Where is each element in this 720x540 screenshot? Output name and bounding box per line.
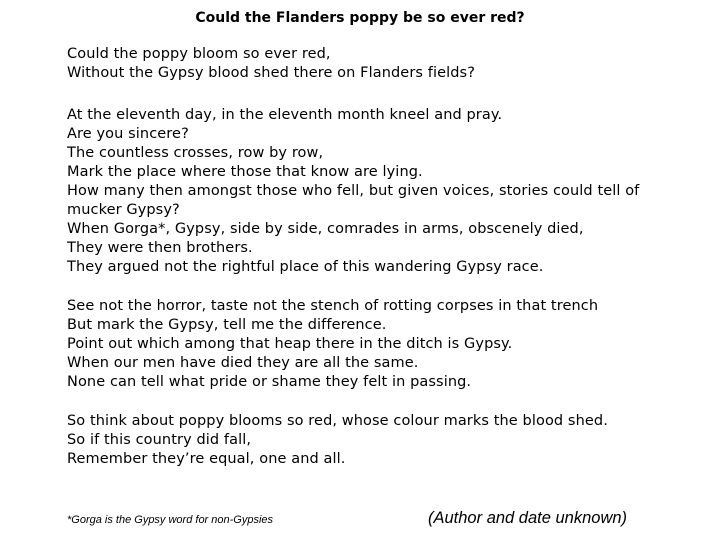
poem-title: Could the Flanders poppy be so ever red? bbox=[195, 10, 525, 26]
poem-line: They argued not the rightful place of this wandering Gypsy race. bbox=[67, 259, 544, 275]
stanza-4 bbox=[67, 412, 667, 469]
poem-line: When Gorga*, Gypsy, side by side, comrades in arms, obscenely died, bbox=[67, 221, 584, 237]
poem-line: The countless crosses, row by row, bbox=[67, 145, 324, 161]
poem-line: Remember they’re equal, one and all. bbox=[67, 451, 346, 467]
poem-line: When our men have died they are all the same. bbox=[67, 355, 419, 371]
attribution: (Author and date unknown) bbox=[428, 509, 628, 527]
stanza-3 bbox=[67, 297, 667, 392]
poem-line: So think about poppy blooms so red, whose colour marks the blood shed. bbox=[67, 413, 608, 429]
poem-line: mucker Gypsy? bbox=[67, 202, 180, 218]
poem-line: But mark the Gypsy, tell me the difference. bbox=[67, 317, 387, 333]
poem-line: Could the poppy bloom so ever red, bbox=[67, 46, 331, 62]
poem-line: At the eleventh day, in the eleventh month kneel and pray. bbox=[67, 107, 503, 123]
poem-line: Mark the place where those that know are lying. bbox=[67, 164, 423, 180]
stanza-2 bbox=[67, 106, 667, 277]
poem-line: How many then amongst those who fell, but given voices, stories could tell of bbox=[67, 183, 640, 199]
poem-line: See not the horror, taste not the stench of rotting corpses in that trench bbox=[67, 298, 599, 314]
footnote: *Gorga is the Gypsy word for non-Gypsies bbox=[67, 514, 274, 526]
poem-line: Point out which among that heap there in the ditch is Gypsy. bbox=[67, 336, 513, 352]
poem-line: They were then brothers. bbox=[67, 240, 253, 256]
poem-line: Are you sincere? bbox=[67, 126, 189, 142]
poem-line: Without the Gypsy blood shed there on Flanders fields? bbox=[67, 65, 475, 81]
stanza-1 bbox=[67, 45, 667, 83]
poem-line: So if this country did fall, bbox=[67, 432, 252, 448]
poem-line: None can tell what pride or shame they felt in passing. bbox=[67, 374, 472, 390]
